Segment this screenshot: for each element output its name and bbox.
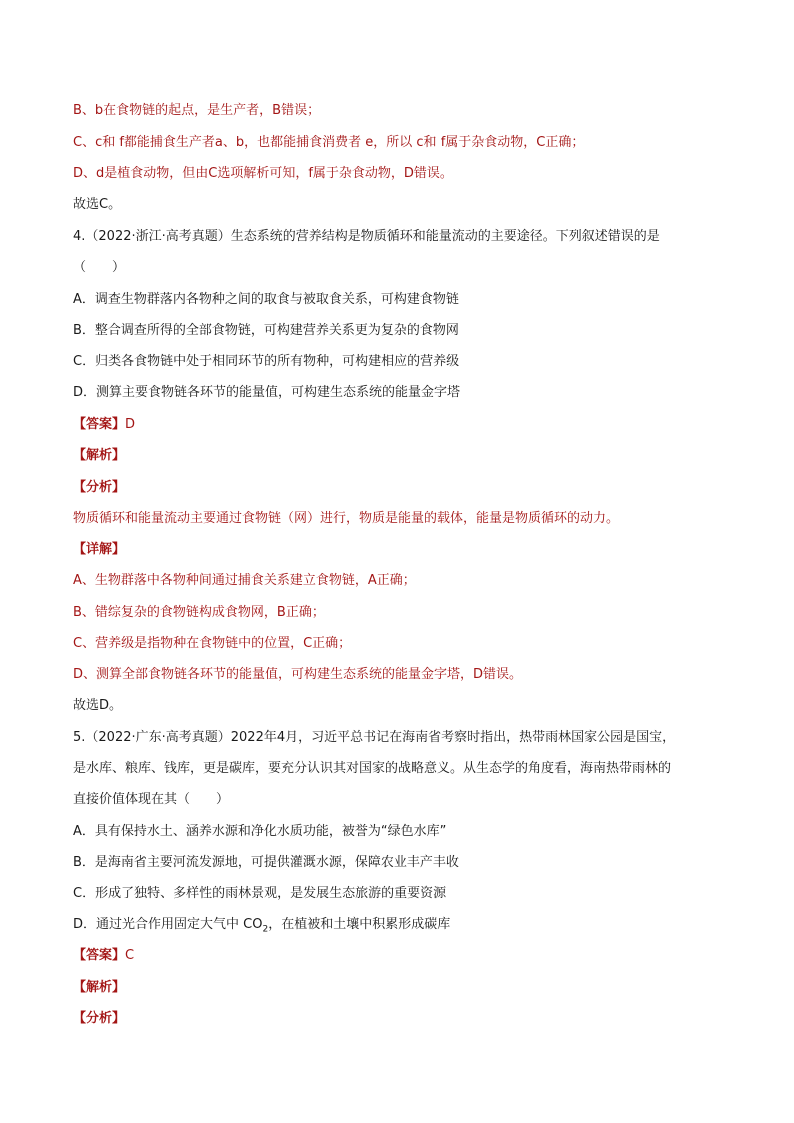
q4-fenxi-label: 【分析】	[73, 480, 126, 495]
q5-option-d-rest: ，在植被和土壤中积累形成碳库	[268, 917, 451, 932]
q4-detail-a: A、生物群落中各物种间通过捕食关系建立食物链，A正确；	[73, 573, 416, 588]
q4-choice: 故选D。	[73, 698, 123, 713]
q4-detail-d: D、测算全部食物链各环节的能量值，可构建生态系统的能量金字塔，D错误。	[73, 667, 523, 682]
q5-option-a: A．具有保持水土、涵养水源和净化水质功能，被誉为“绿色水库”	[73, 824, 447, 839]
q3-choice: 故选C。	[73, 197, 122, 212]
q4-answer-value: D	[125, 417, 136, 432]
q5-option-c: C．形成了独特、多样性的雨林景观，是发展生态旅游的重要资源	[73, 886, 447, 901]
q5-stem-line1: 5.（2022·广东·高考真题）2022年4月，习近平总书记在海南省考察时指出，热带雨林国家公园是国宝，	[73, 730, 676, 745]
q4-detail-c: C、营养级是指物种在食物链中的位置，C正确；	[73, 636, 352, 651]
q5-answer-label: 【答案】	[73, 948, 126, 963]
q4-detail-b: B、错综复杂的食物链构成食物网，B正确；	[73, 605, 325, 620]
q4-option-d: D．测算主要食物链各环节的能量值，可构建生态系统的能量金字塔	[73, 385, 461, 400]
q4-answer	[73, 416, 135, 434]
q5-option-d-subscript: 2	[262, 924, 269, 935]
q4-fenxi-text: 物质循环和能量流动主要通过食物链（网）进行，物质是能量的载体，能量是物质循环的动力。	[73, 511, 620, 526]
q5-stem-line2: 是水库、粮库、钱库，更是碳库，要充分认识其对国家的战略意义。从生态学的角度看，海南热带雨林的	[73, 761, 672, 776]
q3-analysis-d: D、d是植食动物，但由C选项解析可知，f属于杂食动物，D错误。	[73, 166, 453, 181]
q5-analysis-label: 【解析】	[73, 980, 126, 995]
q5-option-b: B．是海南省主要河流发源地，可提供灌溉水源，保障农业丰产丰收	[73, 855, 459, 870]
q5-stem-line3: 直接价值体现在其（ ）	[73, 792, 230, 807]
q5-option-d-text: D．通过光合作用固定大气中 CO	[73, 917, 263, 932]
q4-analysis-label: 【解析】	[73, 448, 126, 463]
q4-answer-label: 【答案】	[73, 417, 126, 432]
q4-option-b: B．整合调查所得的全部食物链，可构建营养关系更为复杂的食物网	[73, 323, 459, 338]
q5-answer-value: C	[125, 948, 135, 963]
q3-analysis-c: C、c和 f都能捕食生产者a、b，也都能捕食消费者 e，所以 c和 f属于杂食动物，C正确；	[73, 135, 585, 150]
q5-option-d	[73, 916, 450, 934]
q4-paren: （ ）	[73, 260, 126, 275]
q5-fenxi-label: 【分析】	[73, 1011, 126, 1026]
q4-stem: 4.（2022·浙江·高考真题）生态系统的营养结构是物质循环和能量流动的主要途径。下列叙述错误的是	[73, 229, 660, 244]
q3-analysis-b: B、b在食物链的起点，是生产者，B错误；	[73, 103, 321, 118]
q4-option-c: C．归类各食物链中处于相同环节的所有物种，可构建相应的营养级	[73, 354, 460, 369]
q4-option-a: A．调查生物群落内各物种之间的取食与被取食关系，可构建食物链	[73, 292, 459, 307]
q5-answer	[73, 947, 134, 965]
q4-detail-label: 【详解】	[73, 542, 126, 557]
